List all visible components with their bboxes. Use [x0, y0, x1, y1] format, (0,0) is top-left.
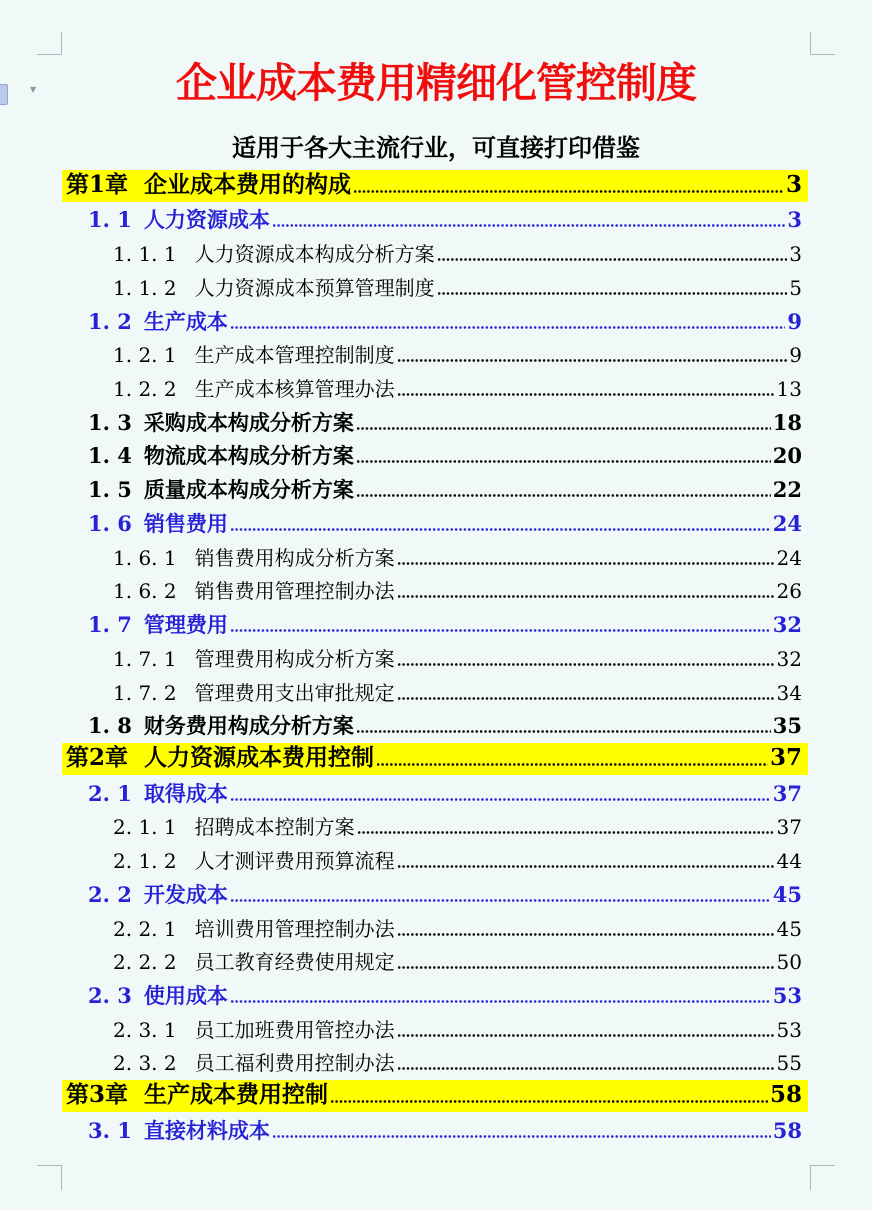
- toc-entry-title[interactable]: 质量成本构成分析方案: [143, 477, 354, 503]
- dot-leader: [357, 831, 775, 834]
- toc-entry-page: 22: [772, 477, 802, 503]
- toc-entry-number: 2. 1. 1: [113, 815, 177, 840]
- toc-row[interactable]: [62, 371, 808, 405]
- toc-entry-number: 第2章: [66, 743, 129, 771]
- toc-row[interactable]: [62, 540, 808, 574]
- toc-entry-number: 2. 2. 1: [113, 916, 177, 941]
- toc-entry-title[interactable]: 人才测评费用预算流程: [194, 849, 395, 874]
- toc-entry-title[interactable]: 生产成本费用控制: [144, 1081, 329, 1109]
- toc-entry-title[interactable]: 使用成本: [143, 982, 228, 1008]
- toc-entry-title[interactable]: 人力资源成本费用控制: [144, 743, 375, 771]
- toc-entry-page: 5: [789, 275, 802, 300]
- document-title: 企业成本费用精细化管控制度: [176, 59, 696, 107]
- toc-row[interactable]: [62, 170, 808, 202]
- toc-entry-number: 2. 3. 1: [113, 1017, 177, 1042]
- dot-leader: [356, 427, 771, 430]
- toc-row[interactable]: [62, 1012, 808, 1046]
- toc-entry-title[interactable]: 培训费用管理控制办法: [194, 916, 395, 941]
- dot-leader: [397, 1067, 775, 1070]
- dot-leader: [397, 359, 788, 362]
- toc-row[interactable]: [62, 810, 808, 844]
- dot-leader: [397, 595, 775, 598]
- toc-entry-page: 35: [772, 713, 802, 739]
- toc-entry-title[interactable]: 销售费用管理控制办法: [194, 579, 395, 604]
- toc-entry-page: 45: [772, 881, 802, 907]
- dot-leader: [272, 1135, 771, 1138]
- toc-entry-page: 58: [769, 1081, 802, 1109]
- toc-entry-page: 37: [772, 780, 802, 806]
- toc-row[interactable]: [62, 675, 808, 709]
- toc-entry-title[interactable]: 直接材料成本: [143, 1117, 270, 1143]
- toc-entry-page: 24: [772, 510, 802, 536]
- toc-entry-page: 3: [785, 170, 802, 198]
- toc-row[interactable]: [62, 1113, 808, 1147]
- toc-entry-title[interactable]: 人力资源成本构成分析方案: [194, 242, 435, 267]
- toc-entry-number: 1. 1: [88, 207, 132, 233]
- dot-leader: [397, 1034, 775, 1037]
- toc-entry-number: 1. 1. 1: [113, 242, 177, 267]
- toc-entry-page: 3: [787, 207, 802, 233]
- toc-entry-number: 1. 6: [88, 510, 132, 536]
- toc-list: [62, 169, 808, 1147]
- toc-entry-number: 1. 2. 1: [113, 343, 177, 368]
- toc-entry-number: 1. 6. 1: [113, 545, 177, 570]
- toc-entry-title[interactable]: 管理费用构成分析方案: [194, 646, 395, 671]
- toc-entry-page: 58: [772, 1117, 802, 1143]
- dot-leader: [230, 798, 771, 801]
- dot-leader: [437, 258, 788, 261]
- toc-entry-title[interactable]: 生产成本核算管理办法: [194, 377, 395, 402]
- toc-entry-number: 1. 7: [88, 612, 132, 638]
- dot-leader: [272, 224, 786, 227]
- toc-row[interactable]: [62, 574, 808, 608]
- dot-leader: [397, 393, 775, 396]
- toc-entry-page: 37: [769, 743, 802, 771]
- dot-leader: [230, 528, 771, 531]
- toc-entry-title[interactable]: 生产成本: [143, 308, 228, 334]
- toc-row[interactable]: [62, 236, 808, 270]
- toc-entry-number: 1. 3: [88, 409, 132, 435]
- toc-row[interactable]: [62, 877, 808, 911]
- toc-entry-title[interactable]: 管理费用支出审批规定: [194, 680, 395, 705]
- toc-entry-page: 32: [772, 612, 802, 638]
- toc-entry-page: 50: [776, 950, 802, 975]
- toc-entry-number: 1. 2. 2: [113, 377, 177, 402]
- dot-leader: [397, 933, 775, 936]
- toc-entry-page: 44: [776, 849, 802, 874]
- toc-row[interactable]: [62, 270, 808, 304]
- toc-row[interactable]: [62, 506, 808, 540]
- toc-row[interactable]: [62, 709, 808, 743]
- dot-leader: [230, 326, 786, 329]
- toc-entry-title[interactable]: 员工加班费用管控办法: [194, 1017, 395, 1042]
- toc-entry-page: 45: [776, 916, 802, 941]
- toc-entry-page: 24: [776, 545, 802, 570]
- toc-entry-number: 2. 1. 2: [113, 849, 177, 874]
- toc-entry-number: 2. 3. 2: [113, 1051, 177, 1076]
- toc-entry-number: 2. 2. 2: [113, 950, 177, 975]
- toc-row[interactable]: [62, 472, 808, 506]
- toc-row[interactable]: [62, 338, 808, 372]
- dot-leader: [230, 629, 771, 632]
- toc-entry-title[interactable]: 生产成本管理控制制度: [194, 343, 395, 368]
- toc-entry-title[interactable]: 员工福利费用控制办法: [194, 1051, 395, 1076]
- toc-entry-number: 1. 7. 1: [113, 646, 177, 671]
- toc-entry-title[interactable]: 销售费用构成分析方案: [194, 545, 395, 570]
- toc-entry-page: 18: [772, 409, 802, 435]
- dot-leader: [230, 1000, 771, 1003]
- toc-entry-title[interactable]: 企业成本费用的构成: [144, 170, 352, 198]
- toc-entry-title[interactable]: 财务费用构成分析方案: [143, 713, 354, 739]
- toc-entry-page: 9: [789, 343, 802, 368]
- toc-entry-title[interactable]: 采购成本构成分析方案: [143, 409, 354, 435]
- toc-entry-number: 2. 1: [88, 780, 132, 806]
- toc-entry-number: 3. 1: [88, 1117, 132, 1143]
- toc-row[interactable]: [62, 1046, 808, 1080]
- toc-row[interactable]: [62, 1080, 808, 1112]
- dot-leader: [356, 460, 771, 463]
- document-subtitle: 适用于各大主流行业，可直接打印借鉴: [232, 133, 640, 162]
- toc-entry-number: 1. 7. 2: [113, 680, 177, 705]
- toc-entry-page: 26: [776, 579, 802, 604]
- toc-entry-page: 53: [772, 982, 802, 1008]
- toc-entry-page: 55: [776, 1051, 802, 1076]
- toc-entry-title[interactable]: 招聘成本控制方案: [194, 815, 355, 840]
- toc-entry-number: 第1章: [66, 170, 129, 198]
- dot-leader: [356, 494, 771, 497]
- toc-entry-title[interactable]: 开发成本: [143, 881, 228, 907]
- toc-entry-page: 32: [776, 646, 802, 671]
- dot-leader: [356, 730, 771, 733]
- dot-leader: [353, 190, 784, 193]
- dot-leader: [330, 1100, 768, 1103]
- toc-entry-title[interactable]: 员工教育经费使用规定: [194, 950, 395, 975]
- toc-entry-number: 1. 4: [88, 443, 132, 469]
- toc-row[interactable]: [62, 405, 808, 439]
- toc-entry-number: 1. 2: [88, 308, 132, 334]
- toc-row[interactable]: [62, 607, 808, 641]
- toc-row[interactable]: [62, 641, 808, 675]
- toc-entry-title[interactable]: 物流成本构成分析方案: [143, 443, 354, 469]
- toc-row[interactable]: [62, 911, 808, 945]
- toc-row[interactable]: [62, 203, 808, 237]
- toc-row[interactable]: [62, 843, 808, 877]
- toc-row[interactable]: [62, 439, 808, 473]
- dot-leader: [397, 697, 775, 700]
- dot-leader: [437, 292, 788, 295]
- toc-entry-number: 2. 3: [88, 982, 132, 1008]
- dropdown-arrow-icon[interactable]: ▾: [30, 82, 37, 96]
- toc-entry-page: 34: [776, 680, 802, 705]
- toc-entry-number: 第3章: [66, 1081, 129, 1109]
- toc-entry-page: 9: [787, 308, 802, 334]
- toc-entry-number: 1. 1. 2: [113, 275, 177, 300]
- toc-entry-number: 1. 5: [88, 477, 132, 503]
- toc-row[interactable]: [62, 304, 808, 338]
- dot-leader: [230, 899, 771, 902]
- toc-entry-page: 37: [776, 815, 802, 840]
- toc-entry-number: 1. 6. 2: [113, 579, 177, 604]
- toc-row[interactable]: [62, 945, 808, 979]
- dot-leader: [397, 562, 775, 565]
- toc-entry-number: 2. 2: [88, 881, 132, 907]
- toc-entry-title[interactable]: 人力资源成本: [143, 207, 270, 233]
- margin-mark-bottom-left: [37, 1165, 62, 1190]
- toc-entry-number: 1. 8: [88, 713, 132, 739]
- margin-mark-bottom-right: [810, 1165, 835, 1190]
- dot-leader: [376, 763, 768, 766]
- toc-entry-title[interactable]: 人力资源成本预算管理制度: [194, 275, 435, 300]
- toc-entry-title[interactable]: 取得成本: [143, 780, 228, 806]
- dot-leader: [397, 966, 775, 969]
- dot-leader: [397, 865, 775, 868]
- toc-entry-page: 20: [772, 443, 802, 469]
- toc-entry-title[interactable]: 销售费用: [143, 510, 228, 536]
- dot-leader: [397, 663, 775, 666]
- toc-entry-title[interactable]: 管理费用: [143, 612, 228, 638]
- toc-entry-page: 53: [776, 1017, 802, 1042]
- toc-row[interactable]: [62, 776, 808, 810]
- toc-entry-page: 13: [776, 377, 802, 402]
- toc-entry-page: 3: [789, 242, 802, 267]
- toc-row[interactable]: [62, 743, 808, 775]
- toc-row[interactable]: [62, 978, 808, 1012]
